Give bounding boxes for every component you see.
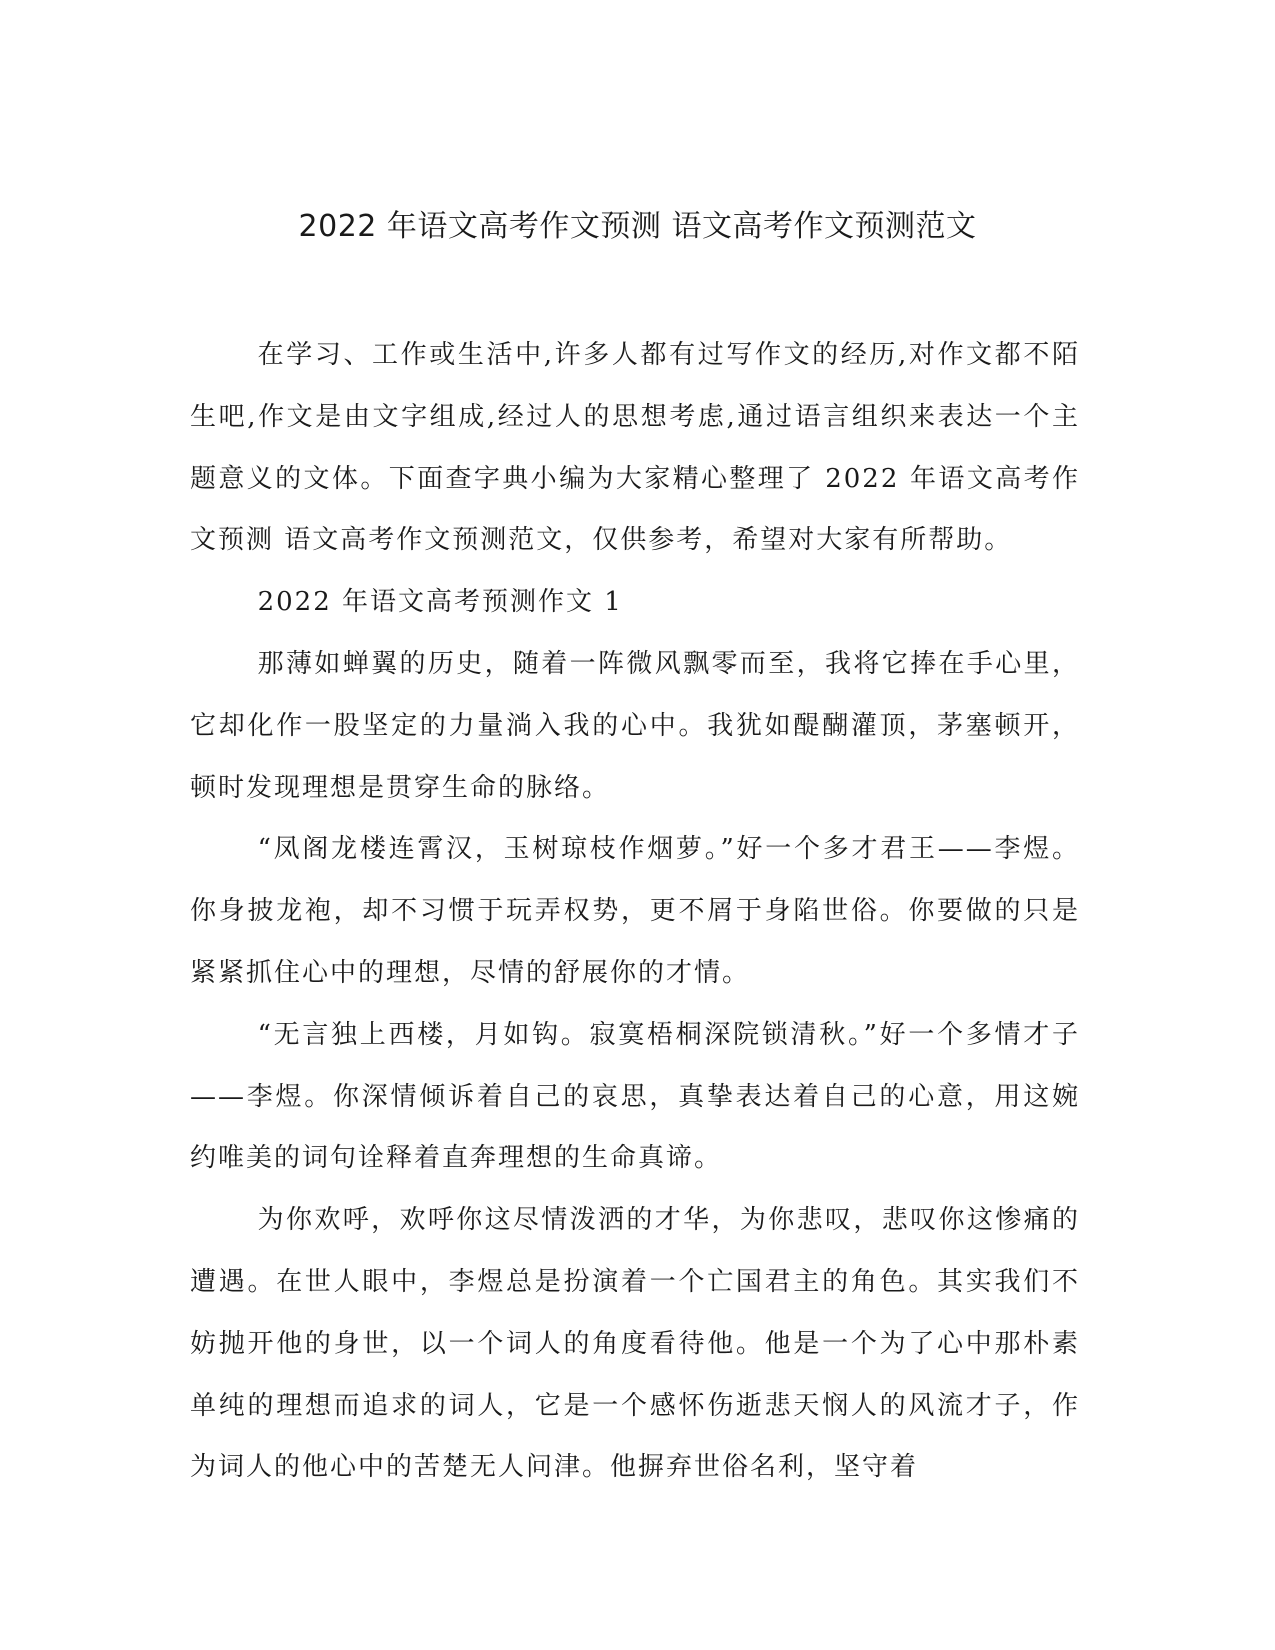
document-body [190,325,1080,1499]
essay-paragraph: “凤阁龙楼连霄汉，玉树琼枝作烟萝。”好一个多才君王——李煜。你身披龙袍，却不习惯于玩弄权势，更不屑于身陷世俗。你要做的只是紧紧抓住心中的理想，尽情的舒展你的才情。 [190,834,1080,988]
document-title: 2022 年语文高考作文预测 语文高考作文预测范文 [298,209,977,244]
essay-paragraph: 那薄如蝉翼的历史，随着一阵微风飘零而至，我将它捧在手心里，它却化作一股坚定的力量淌入我的心中。我犹如醍醐灌顶，茅塞顿开，顿时发现理想是贯穿生命的脉络。 [190,648,1080,803]
essay-heading: 2022 年语文高考预测作文 1 [257,587,623,618]
intro-paragraph: 在学习、工作或生活中,许多人都有过写作文的经历,对作文都不陌生吧,作文是由文字组成,经过人的思想考虑,通过语言组织来表达一个主题意义的文体。下面查字典小编为大家精心整理了 2022 年语文高考作文预测 语文高考作文预测范文，仅供参考，希望对大家有所帮助。 [190,340,1080,556]
essay-paragraph: “无言独上西楼，月如钩。寂寞梧桐深院锁清秋。”好一个多情才子——李煜。你深情倾诉着自己的哀思，真挚表达着自己的心意，用这婉约唯美的词句诠释着直奔理想的生命真谛。 [190,1019,1080,1174]
essay-paragraph: 为你欢呼，欢呼你这尽情泼洒的才华，为你悲叹，悲叹你这惨痛的遭遇。在世人眼中，李煜总是扮演着一个亡国君主的角色。其实我们不妨抛开他的身世，以一个词人的角度看待他。他是一个为了心中那朴素单纯的理想而追求的词人，它是一个感怀伤逝悲天悯人的风流才子，作为词人的他心中的苦楚无人问津。他摒弃世俗名利，坚守着 [190,1205,1080,1483]
